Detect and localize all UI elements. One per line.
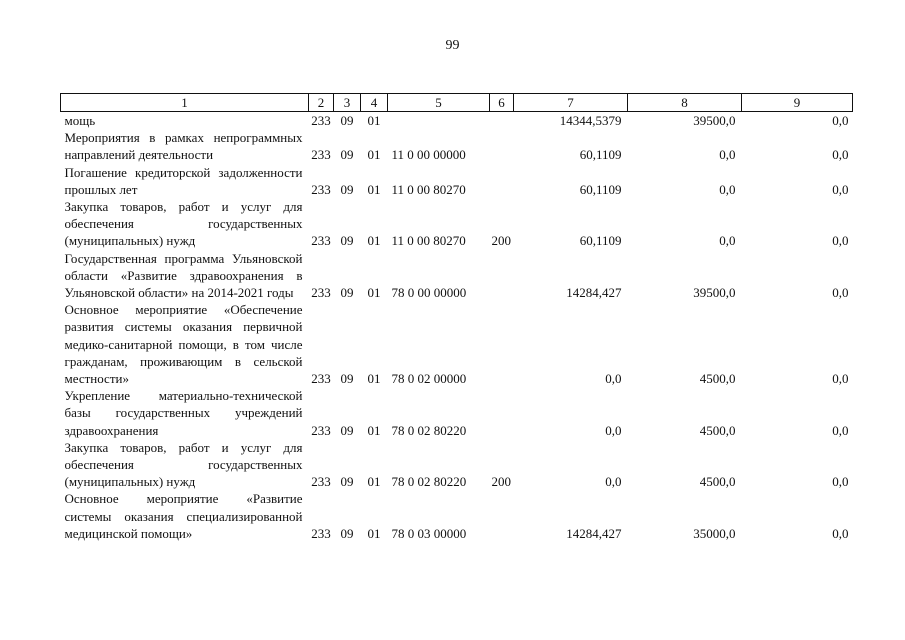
grbs-code: 233 <box>311 371 331 387</box>
section-code: 09 <box>340 285 354 301</box>
table-header-row <box>61 94 853 112</box>
target-article-code: 11 0 00 00000 <box>391 147 466 163</box>
subsection-code: 01 <box>367 113 381 128</box>
amount-col8: 0,0 <box>719 181 736 197</box>
target-article-code: 78 0 02 80220 <box>391 422 467 438</box>
expense-name: Погашение кредиторской задолженности прошлых лет <box>64 164 303 197</box>
table-row <box>61 250 853 302</box>
amount-col9: 0,0 <box>832 285 849 301</box>
table-row <box>61 198 853 250</box>
expense-type-code <box>490 129 514 163</box>
column-header: 1 <box>61 94 309 112</box>
amount-col7: 0,0 <box>605 422 622 438</box>
expense-type-code <box>490 164 514 198</box>
grbs-code: 233 <box>311 285 331 301</box>
table-row <box>61 301 853 387</box>
subsection-code: 01 <box>367 371 381 387</box>
subsection-code: 01 <box>367 285 381 301</box>
expense-type-code <box>490 490 514 542</box>
grbs-code: 233 <box>311 233 331 249</box>
expense-type-code <box>490 387 514 439</box>
column-header: 8 <box>628 94 742 112</box>
section-code: 09 <box>340 147 354 163</box>
amount-col8: 35000,0 <box>693 525 736 541</box>
target-article-code <box>388 112 490 130</box>
grbs-code: 233 <box>311 474 331 490</box>
table-row <box>61 490 853 542</box>
column-header: 2 <box>309 94 334 112</box>
target-article-code: 78 0 02 00000 <box>391 371 467 387</box>
target-article-code: 78 0 00 00000 <box>391 285 467 301</box>
target-article-code: 78 0 02 80220 <box>391 474 467 490</box>
expense-name: Укрепление материально-технической базы государственных учреждений здравоохранения <box>64 388 303 438</box>
subsection-code: 01 <box>367 525 381 541</box>
expense-name: Мероприятия в рамках непрограммных направлений деятельности <box>64 130 303 163</box>
amount-col7: 14284,427 <box>566 285 622 301</box>
grbs-code: 233 <box>311 525 331 541</box>
amount-col7: 14284,427 <box>566 525 622 541</box>
column-header: 6 <box>490 94 514 112</box>
budget-table <box>60 93 853 542</box>
amount-col7: 0,0 <box>605 371 622 387</box>
section-code: 09 <box>340 233 354 249</box>
expense-type-code <box>490 301 514 387</box>
subsection-code: 01 <box>367 181 381 197</box>
expense-type-code: 200 <box>491 233 511 249</box>
target-article-code: 78 0 03 00000 <box>391 525 467 541</box>
amount-col9: 0,0 <box>832 181 849 197</box>
amount-col7: 60,1109 <box>579 147 622 163</box>
subsection-code: 01 <box>367 233 381 249</box>
table-row <box>61 439 853 491</box>
expense-name: Закупка товаров, работ и услуг для обеспечения государственных (муниципальных) нужд <box>64 199 303 249</box>
section-code: 09 <box>340 525 354 541</box>
amount-col7: 14344,5379 <box>559 113 622 128</box>
amount-col9: 0,0 <box>832 474 849 490</box>
page-number: 99 <box>445 38 460 53</box>
amount-col9: 0,0 <box>832 371 849 387</box>
column-header: 9 <box>742 94 853 112</box>
section-code: 09 <box>340 371 354 387</box>
subsection-code: 01 <box>367 147 381 163</box>
amount-col8: 39500,0 <box>693 285 736 301</box>
amount-col9: 0,0 <box>832 422 849 438</box>
column-header: 3 <box>334 94 361 112</box>
table-row <box>61 129 853 163</box>
table-row <box>61 112 853 130</box>
amount-col8: 4500,0 <box>699 422 736 438</box>
table-row <box>61 164 853 198</box>
column-header: 4 <box>361 94 388 112</box>
expense-name: мощь <box>64 113 96 128</box>
target-article-code: 11 0 00 80270 <box>391 233 466 249</box>
amount-col8: 4500,0 <box>699 474 736 490</box>
expense-type-code <box>490 112 514 130</box>
grbs-code: 233 <box>311 113 331 128</box>
expense-name: Основное мероприятие «Развитие системы оказания специализированной медицинской помощи» <box>64 491 303 541</box>
section-code: 09 <box>340 181 354 197</box>
expense-name: Основное мероприятие «Обеспечение развития системы оказания первичной медико-санитарной помощи, в том числе гражданам, проживающим в сельской местности» <box>64 302 303 387</box>
subsection-code: 01 <box>367 474 381 490</box>
table-row <box>61 387 853 439</box>
amount-col9: 0,0 <box>832 147 849 163</box>
grbs-code: 233 <box>311 147 331 163</box>
amount-col8: 0,0 <box>719 147 736 163</box>
amount-col8: 4500,0 <box>699 371 736 387</box>
grbs-code: 233 <box>311 422 331 438</box>
grbs-code: 233 <box>311 181 331 197</box>
section-code: 09 <box>340 113 354 128</box>
expense-type-code <box>490 250 514 302</box>
expense-name: Государственная программа Ульяновской области «Развитие здравоохранения в Ульяновской области» на 2014-2021 годы <box>64 250 303 301</box>
column-header: 5 <box>388 94 490 112</box>
amount-col9: 0,0 <box>832 525 849 541</box>
amount-col7: 60,1109 <box>579 233 622 249</box>
subsection-code: 01 <box>367 422 381 438</box>
amount-col9: 0,0 <box>832 113 849 128</box>
amount-col9: 0,0 <box>832 233 849 249</box>
column-header: 7 <box>514 94 628 112</box>
target-article-code: 11 0 00 80270 <box>391 181 466 197</box>
section-code: 09 <box>340 474 354 490</box>
expense-type-code: 200 <box>491 474 511 490</box>
section-code: 09 <box>340 422 354 438</box>
amount-col7: 60,1109 <box>579 181 622 197</box>
amount-col8: 39500,0 <box>693 113 736 128</box>
expense-name: Закупка товаров, работ и услуг для обеспечения государственных (муниципальных) нужд <box>64 439 303 490</box>
amount-col8: 0,0 <box>719 233 736 249</box>
amount-col7: 0,0 <box>605 474 622 490</box>
